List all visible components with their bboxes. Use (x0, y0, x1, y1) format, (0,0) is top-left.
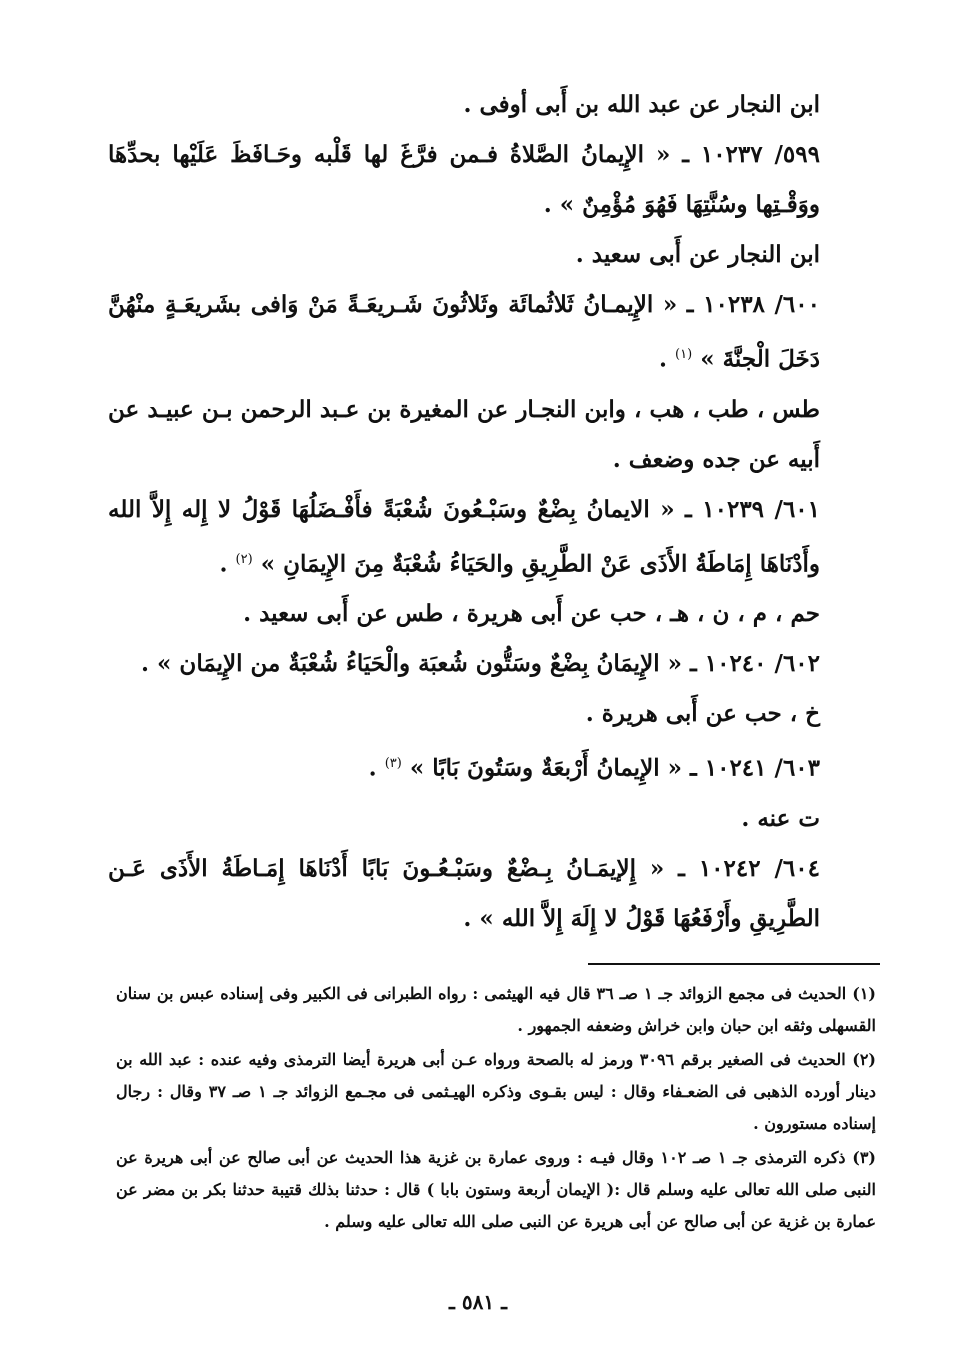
footnote-ref: (٢) (235, 551, 253, 567)
hadith-text: ٦٠٣/ ١٠٢٤١ ـ « الإِيمانُ أَرْبعَةٌ وسَتُونَ بَابًا » (409, 754, 820, 782)
source-line: طس ، طب ، هب ، وابن النجـار عن المغيرة بن عـبد الرحمن بـن عبيـد عن أَبيه عن جده وضعف . (108, 395, 820, 473)
hadith-601 (108, 485, 820, 590)
source-line: ت عنه . (741, 804, 820, 832)
source-line: ابن النجار عن عبد الله بن أَبى أوفى . (463, 91, 820, 118)
hadith-603 (108, 739, 820, 794)
hadith-end: . (368, 754, 385, 782)
footnotes (116, 978, 876, 1240)
source-line: ابن النجار عن أَبى سعيد . (575, 241, 820, 268)
hadith-end: . (219, 550, 236, 578)
page-number: ـ ٥٨١ ـ (449, 1290, 507, 1314)
footnote-divider (588, 963, 880, 965)
footnote-3: (٣) ذكره الترمذى جـ ١ صـ ١٠٢ وقال فيـه : وروى عمارة بن غزية هذا الحديث عن أبى صالح عن أبى هريرة عن النبى صلى الله تعالى عليه وسلم قال :( الإيمان أربعة وستون بابا ) قال : حدثنا بذلك قتيبة حدثنا بكر بن مضر عن عمارة بن غزية عن أبى صالح عن أبى هريرة عن النبى صلى الله تعالى عليه وسلم . (116, 1148, 876, 1231)
hadith-602: ٦٠٢/ ١٠٢٤٠ ـ « الإِيمَانُ بِضْعٌ وسَتُّون شُعبَة والْحَيَاءُ شُعْبَةٌ من الإِيمَان » . (141, 650, 820, 678)
hadith-text: ٦٠١/ ١٠٢٣٩ ـ « الايمانُ بِضْعٌ وسَبْـعُونَ شُعْبَةً فأَفْـضَلُهَا قَوْلُ لا إِله إِلاَّ الله وأَدْنَاهَا إِمَاطَةُ الأَذَى عَنْ الطَّرِيقِ والحَيَاءُ شُعْبَةٌ مِنَ الإِيمَانِ » (108, 495, 820, 578)
footnote-ref: (١) (675, 347, 693, 362)
hadith-599: ٥٩٩/ ١٠٢٣٧ ـ « الإِيمانُ الصَّلاةُ فـمن فرَّغَ لها قَلْبه وحَـافَظَ عَلَيْها بحدِّهَا ووَقْـتِها وسُنَّتِهَا فَهُوَ مُؤْمِنٌ » . (108, 141, 820, 218)
main-text (108, 80, 820, 944)
hadith-end: . (659, 345, 676, 373)
footnote-ref: (٣) (384, 756, 402, 772)
footnote-1: (١) الحديث فى مجمع الزوائد جـ ١ صـ ٣٦ قال فيه الهيثمى : رواه الطبرانى فى الكبير وفى إسناده عبس بن سنان القسهلى وثقه ابن حبان وابن خراش وضعفه الجمهور . (116, 984, 876, 1035)
source-line: خ ، حب عن أَبى هريرة . (585, 700, 820, 728)
hadith-600 (108, 280, 820, 385)
footnote-2: (٢) الحديث فى الصغير برقم ٣٠٩٦ ورمز له بالصحة ورواه عـن أبى هريرة أيضا الترمذى وفيه عنده : عبد الله بن دينار أورده الذهبى فى الضعـفاء وقال : ليس بقـوى وذكره الهيـثمى فى مجـمع الزوائد جـ ١ صـ ٣٧ وقال : رجال إسناده مستورون . (116, 1050, 877, 1133)
hadith-604: ٦٠٤/ ١٠٢٤٢ ـ « إِلإيمَـانُ بِـضْعٌ وسَبْـعُـونَ بَابًا أَدْنَاهَا إِمَـاطَةُ الأَذَى عَـن الطَّرِيقِ وأَرْفَعُهَا قَوْلُ لا إِلَهَ إِلاَّ الله » . (108, 854, 820, 932)
hadith-text: ٦٠٠/ ١٠٢٣٨ ـ « الإِيمـانُ ثَلاثُمائَة وثَلاثُونَ شَـريعَـةً مَنْ وَافى بشَريعَـةٍ منْهُنَّ دَخَلَ الْجنَّةَ » (108, 291, 820, 373)
source-line: حم ، م ، ن ، هـ ، حب عن أَبى هريرة ، طس عن أَبى سعيد . (243, 600, 820, 628)
